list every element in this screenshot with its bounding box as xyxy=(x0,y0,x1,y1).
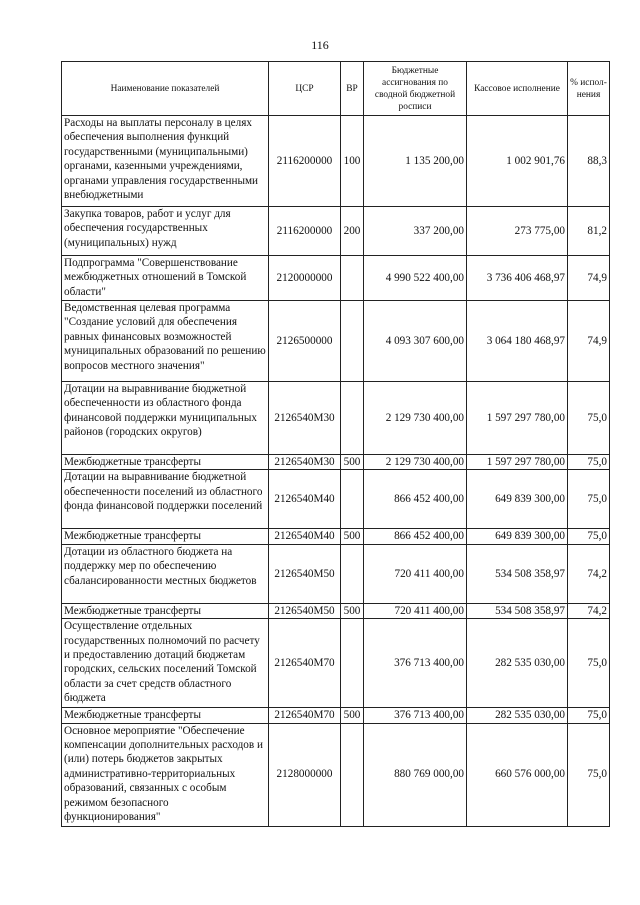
row-percent: 74,2 xyxy=(568,544,610,603)
row-csr: 2126500000 xyxy=(269,301,341,382)
table-row xyxy=(62,470,610,529)
row-percent: 74,9 xyxy=(568,301,610,382)
row-plan: 1 135 200,00 xyxy=(364,116,467,207)
table-row xyxy=(62,455,610,470)
row-vr: 500 xyxy=(341,455,364,470)
row-percent: 75,0 xyxy=(568,619,610,708)
row-percent: 75,0 xyxy=(568,723,610,826)
row-plan: 376 713 400,00 xyxy=(364,619,467,708)
row-name: Межбюджетные трансферты xyxy=(62,603,269,618)
row-vr: 200 xyxy=(341,207,364,256)
row-vr xyxy=(341,301,364,382)
row-plan: 720 411 400,00 xyxy=(364,603,467,618)
row-execution: 649 839 300,00 xyxy=(467,529,568,544)
header-vr: ВР xyxy=(341,62,364,116)
row-csr: 2126540М30 xyxy=(269,382,341,455)
page-number: 116 xyxy=(311,38,329,52)
row-percent: 74,9 xyxy=(568,256,610,301)
row-percent: 75,0 xyxy=(568,382,610,455)
header-csr: ЦСР xyxy=(269,62,341,116)
table-row xyxy=(62,529,610,544)
table-row xyxy=(62,207,610,256)
row-name: Закупка товаров, работ и услуг для обеспечения государственных (муниципальных) нужд xyxy=(62,207,269,256)
row-name: Межбюджетные трансферты xyxy=(62,455,269,470)
row-vr: 100 xyxy=(341,116,364,207)
row-vr: 500 xyxy=(341,603,364,618)
row-plan: 4 093 307 600,00 xyxy=(364,301,467,382)
row-csr: 2116200000 xyxy=(269,207,341,256)
row-plan: 866 452 400,00 xyxy=(364,529,467,544)
table-row xyxy=(62,301,610,382)
table-row xyxy=(62,544,610,603)
row-vr: 500 xyxy=(341,708,364,723)
row-plan: 2 129 730 400,00 xyxy=(364,382,467,455)
row-name: Основное мероприятие "Обеспечение компенсации дополнительных расходов и (или) потерь бюджетов закрытых административно-территориальных образований, связанных с особым режимом безопасного функционирования" xyxy=(62,723,269,826)
row-vr xyxy=(341,723,364,826)
row-csr: 2120000000 xyxy=(269,256,341,301)
row-name: Расходы на выплаты персоналу в целях обеспечения выполнения функций государственными (муниципальными) органами, казенными учреждениями, органами управления государственными внебюджетными xyxy=(62,116,269,207)
row-csr: 2126540М40 xyxy=(269,529,341,544)
row-execution: 1 597 297 780,00 xyxy=(467,382,568,455)
row-vr xyxy=(341,544,364,603)
row-csr: 2126540М50 xyxy=(269,603,341,618)
row-execution: 282 535 030,00 xyxy=(467,708,568,723)
header-name: Наименование показателей xyxy=(62,62,269,116)
row-name: Межбюджетные трансферты xyxy=(62,529,269,544)
table-row xyxy=(62,723,610,826)
header-percent: % испол-нения xyxy=(568,62,610,116)
row-name: Осуществление отдельных государственных полномочий по расчету и предоставлению дотаций бюджетам городских, сельских поселений Томской области за счет средств областного бюджета xyxy=(62,619,269,708)
budget-execution-table xyxy=(61,61,610,827)
header-execution: Кассовое исполнение xyxy=(467,62,568,116)
table-row xyxy=(62,256,610,301)
row-csr: 2126540М50 xyxy=(269,544,341,603)
row-name: Дотации на выравнивание бюджетной обеспеченности из областного фонда финансовой поддержки муниципальных районов (городских округов) xyxy=(62,382,269,455)
row-percent: 75,0 xyxy=(568,470,610,529)
row-csr: 2126540М40 xyxy=(269,470,341,529)
row-plan: 880 769 000,00 xyxy=(364,723,467,826)
row-percent: 75,0 xyxy=(568,529,610,544)
header-row xyxy=(62,62,610,116)
row-execution: 3 064 180 468,97 xyxy=(467,301,568,382)
row-execution: 534 508 358,97 xyxy=(467,544,568,603)
row-csr: 2116200000 xyxy=(269,116,341,207)
table-row xyxy=(62,619,610,708)
row-execution: 534 508 358,97 xyxy=(467,603,568,618)
row-plan: 4 990 522 400,00 xyxy=(364,256,467,301)
row-percent: 75,0 xyxy=(568,708,610,723)
row-name: Дотации на выравнивание бюджетной обеспеченности поселений из областного фонда финансовой поддержки поселений xyxy=(62,470,269,529)
table-row xyxy=(62,382,610,455)
row-name: Подпрограмма "Совершенствование межбюджетных отношений в Томской области" xyxy=(62,256,269,301)
row-execution: 3 736 406 468,97 xyxy=(467,256,568,301)
row-execution: 649 839 300,00 xyxy=(467,470,568,529)
row-plan: 376 713 400,00 xyxy=(364,708,467,723)
row-plan: 2 129 730 400,00 xyxy=(364,455,467,470)
row-name: Дотации из областного бюджета на поддержку мер по обеспечению сбалансированности местных бюджетов xyxy=(62,544,269,603)
row-execution: 273 775,00 xyxy=(467,207,568,256)
row-vr xyxy=(341,382,364,455)
row-vr xyxy=(341,619,364,708)
row-percent: 75,0 xyxy=(568,455,610,470)
row-name: Межбюджетные трансферты xyxy=(62,708,269,723)
row-execution: 660 576 000,00 xyxy=(467,723,568,826)
row-percent: 74,2 xyxy=(568,603,610,618)
table-row xyxy=(62,708,610,723)
row-vr xyxy=(341,256,364,301)
row-vr: 500 xyxy=(341,529,364,544)
row-execution: 1 002 901,76 xyxy=(467,116,568,207)
table-row xyxy=(62,116,610,207)
header-plan: Бюджетные ассигнования по сводной бюджетной росписи xyxy=(364,62,467,116)
row-plan: 866 452 400,00 xyxy=(364,470,467,529)
table-row xyxy=(62,603,610,618)
row-csr: 2128000000 xyxy=(269,723,341,826)
row-plan: 337 200,00 xyxy=(364,207,467,256)
row-vr xyxy=(341,470,364,529)
row-csr: 2126540М70 xyxy=(269,708,341,723)
row-csr: 2126540М70 xyxy=(269,619,341,708)
row-name: Ведомственная целевая программа "Создание условий для обеспечения равных финансовых возможностей муниципальных образований по решению вопросов местного значения" xyxy=(62,301,269,382)
row-plan: 720 411 400,00 xyxy=(364,544,467,603)
row-execution: 282 535 030,00 xyxy=(467,619,568,708)
row-csr: 2126540М30 xyxy=(269,455,341,470)
row-percent: 81,2 xyxy=(568,207,610,256)
row-execution: 1 597 297 780,00 xyxy=(467,455,568,470)
row-percent: 88,3 xyxy=(568,116,610,207)
